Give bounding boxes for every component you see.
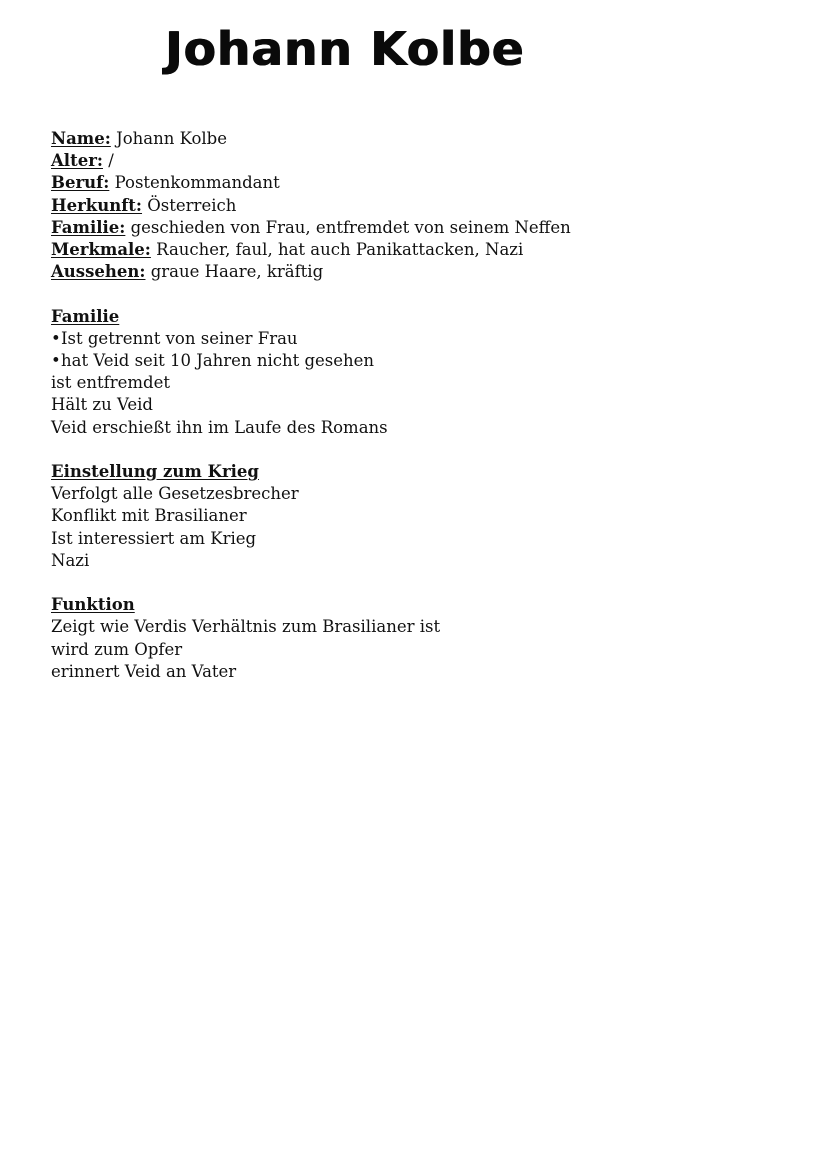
list-item	[51, 417, 791, 439]
list-item-text: Veid erschießt ihn im Laufe des Romans	[51, 417, 388, 437]
list-item: Konflikt mit Brasilianer	[51, 506, 247, 526]
profile-row-beruf	[51, 172, 791, 194]
spacer	[51, 283, 791, 305]
section-heading: Funktion	[51, 595, 135, 615]
profile-block	[51, 128, 791, 283]
list-item: wird zum Opfer	[51, 639, 183, 659]
section-familie	[51, 306, 791, 439]
profile-row-aussehen	[51, 261, 791, 283]
list-item: Ist interessiert am Krieg	[51, 528, 257, 548]
list-item	[51, 328, 791, 350]
profile-key: Beruf:	[51, 173, 110, 193]
profile-key: Name:	[51, 129, 111, 148]
spacer	[51, 439, 791, 461]
profile-row-merkmale	[51, 239, 791, 261]
list-item	[51, 350, 791, 372]
list-item: Verfolgt alle Gesetzesbrecher	[51, 484, 299, 504]
list-item: Nazi	[51, 550, 90, 570]
profile-value: Johann Kolbe	[110, 129, 228, 148]
profile-value: graue Haare, kräftig	[145, 262, 324, 282]
profile-key: Familie:	[51, 217, 126, 237]
list-item-text: hat Veid seit 10 Jahren nicht gesehen	[61, 351, 375, 371]
bullet-icon: •	[51, 328, 61, 348]
section-heading: Einstellung zum Krieg	[51, 462, 259, 482]
spacer	[51, 572, 791, 594]
bullet-icon: •	[51, 351, 61, 371]
section-einstellung-zum-krieg	[51, 461, 791, 572]
profile-key: Aussehen:	[51, 262, 146, 282]
page-title: Johann Kolbe	[165, 22, 525, 76]
profile-key: Merkmale:	[51, 240, 151, 260]
profile-value: Postenkommandant	[109, 173, 280, 193]
section-funktion	[51, 594, 791, 683]
list-item: Zeigt wie Verdis Verhältnis zum Brasilianer ist	[51, 617, 441, 637]
profile-row-familie	[51, 217, 791, 239]
profile-key: Herkunft:	[51, 195, 143, 215]
profile-row-herkunft	[51, 195, 791, 217]
profile-value: Raucher, faul, hat auch Panikattacken, Nazi	[150, 240, 524, 260]
profile-row-alter	[51, 150, 791, 172]
section-heading: Familie	[51, 306, 120, 326]
profile-row-name	[51, 128, 791, 150]
profile-value: geschieden von Frau, entfremdet von seinem Neffen	[125, 217, 571, 237]
list-item	[51, 394, 791, 416]
list-item: erinnert Veid an Vater	[51, 661, 237, 681]
list-item-text: ist entfremdet	[51, 373, 171, 393]
list-item-text: Ist getrennt von seiner Frau	[61, 328, 298, 348]
profile-value: Österreich	[142, 195, 237, 215]
document-body	[51, 128, 791, 683]
profile-key: Alter:	[51, 151, 103, 171]
list-item	[51, 372, 791, 394]
list-item-text: Hält zu Veid	[51, 395, 153, 415]
profile-value: /	[102, 151, 114, 171]
